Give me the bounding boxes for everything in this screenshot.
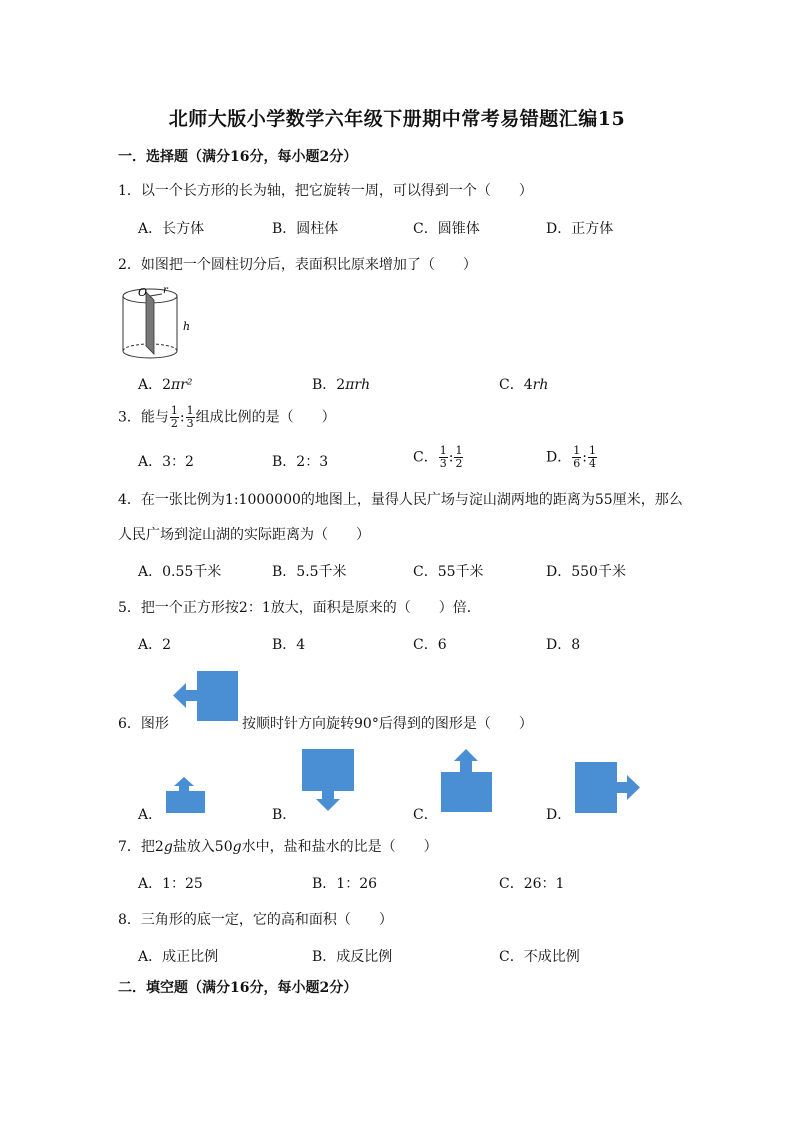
cut-section-shape <box>146 292 154 354</box>
q8-option-b[interactable]: B．成反比例 <box>312 949 393 965</box>
q7-option-a[interactable]: A．1：25 <box>138 876 203 892</box>
q3-option-d[interactable]: D． $\frac{1}{6}$ : $\frac{1}{4}$ <box>546 444 596 470</box>
q4-option-d[interactable]: D．550千米 <box>546 564 626 580</box>
label-h: h <box>183 320 191 333</box>
q3-option-c[interactable]: C． $\frac{1}{3}$ : $\frac{1}{2}$ <box>413 444 463 470</box>
q6-option-d-shape[interactable] <box>574 761 642 815</box>
q3-option-b[interactable]: B．2：3 <box>272 454 329 470</box>
q2-option-a[interactable]: A．2πr² <box>138 377 193 393</box>
q7-option-c[interactable]: C．26：1 <box>499 876 565 892</box>
q5-option-b[interactable]: B．4 <box>272 637 306 653</box>
question-1-stem: 1．以一个长方形的长为轴，把它旋转一周，可以得到一个（ ） <box>118 183 533 199</box>
fraction-half: $\frac{1}{2}$ <box>170 404 178 430</box>
question-5-stem: 5．把一个正方形按2：1放大，面积是原来的（ ）倍． <box>118 600 481 616</box>
section-heading-choice: 一．选择题（满分16分，每小题2分） <box>118 149 358 165</box>
q2-option-b[interactable]: B．2πrh <box>312 377 371 393</box>
q5-option-c[interactable]: C．6 <box>413 637 447 653</box>
q6-option-d[interactable]: D． <box>546 807 572 823</box>
q4-option-b[interactable]: B．5.5千米 <box>272 564 347 580</box>
label-r: r <box>163 285 168 296</box>
q6-option-c-shape[interactable] <box>440 748 494 814</box>
question-4-stem-line2: 人民广场到淀山湖的实际距离为（ ） <box>118 527 370 543</box>
q6-original-shape <box>172 671 242 723</box>
q7-option-b[interactable]: B．1：26 <box>312 876 378 892</box>
label-o: O <box>138 286 148 299</box>
q3-option-a[interactable]: A．3：2 <box>138 454 194 470</box>
q4-option-c[interactable]: C．55千米 <box>413 564 484 580</box>
question-4-stem-line1: 4．在一张比例为1:1000000的地图上，量得人民广场与淀山湖两地的距离为55厘米，那么 <box>118 492 683 508</box>
question-6-suffix: 按顺时针方向旋转90°后得到的图形是（ ） <box>242 716 533 732</box>
q1-option-c[interactable]: C．圆锥体 <box>413 221 480 237</box>
question-2-stem: 2．如图把一个圆柱切分后，表面积比原来增加了（ ） <box>118 257 477 273</box>
q6-option-c[interactable]: C． <box>413 807 438 823</box>
q1-option-b[interactable]: B．圆柱体 <box>272 221 339 237</box>
section-heading-fill: 二．填空题（满分16分，每小题2分） <box>118 980 358 996</box>
cylinder-figure <box>118 284 198 364</box>
q2-option-c[interactable]: C．4rh <box>499 377 549 393</box>
question-8-stem: 8．三角形的底一定，它的高和面积（ ） <box>118 912 393 928</box>
q5-option-d[interactable]: D．8 <box>546 637 581 653</box>
q8-option-a[interactable]: A．成正比例 <box>138 949 219 965</box>
q4-option-a[interactable]: A．0.55千米 <box>138 564 222 580</box>
q1-option-a[interactable]: A．长方体 <box>138 221 205 237</box>
question-7-stem: 7．把2g盐放入50g水中，盐和盐水的比是（ ） <box>118 839 438 855</box>
q5-option-a[interactable]: A．2 <box>138 637 172 653</box>
q6-option-b-shape[interactable] <box>302 749 356 813</box>
q6-option-a[interactable]: A． <box>138 807 163 823</box>
q6-option-b[interactable]: B． <box>272 807 297 823</box>
page-title: 北师大版小学数学六年级下册期中常考易错题汇编15 <box>168 108 626 130</box>
question-3-stem: 3．能与 $\frac{1}{2}$ : $\frac{1}{3}$ 组成比例的是（ ） <box>118 404 336 430</box>
q1-option-d[interactable]: D．正方体 <box>546 221 614 237</box>
q6-option-a-shape[interactable] <box>165 776 207 814</box>
fraction-third: $\frac{1}{3}$ <box>186 404 194 430</box>
q8-option-c[interactable]: C．不成比例 <box>499 949 580 965</box>
question-6-prefix: 6．图形 <box>118 716 169 732</box>
